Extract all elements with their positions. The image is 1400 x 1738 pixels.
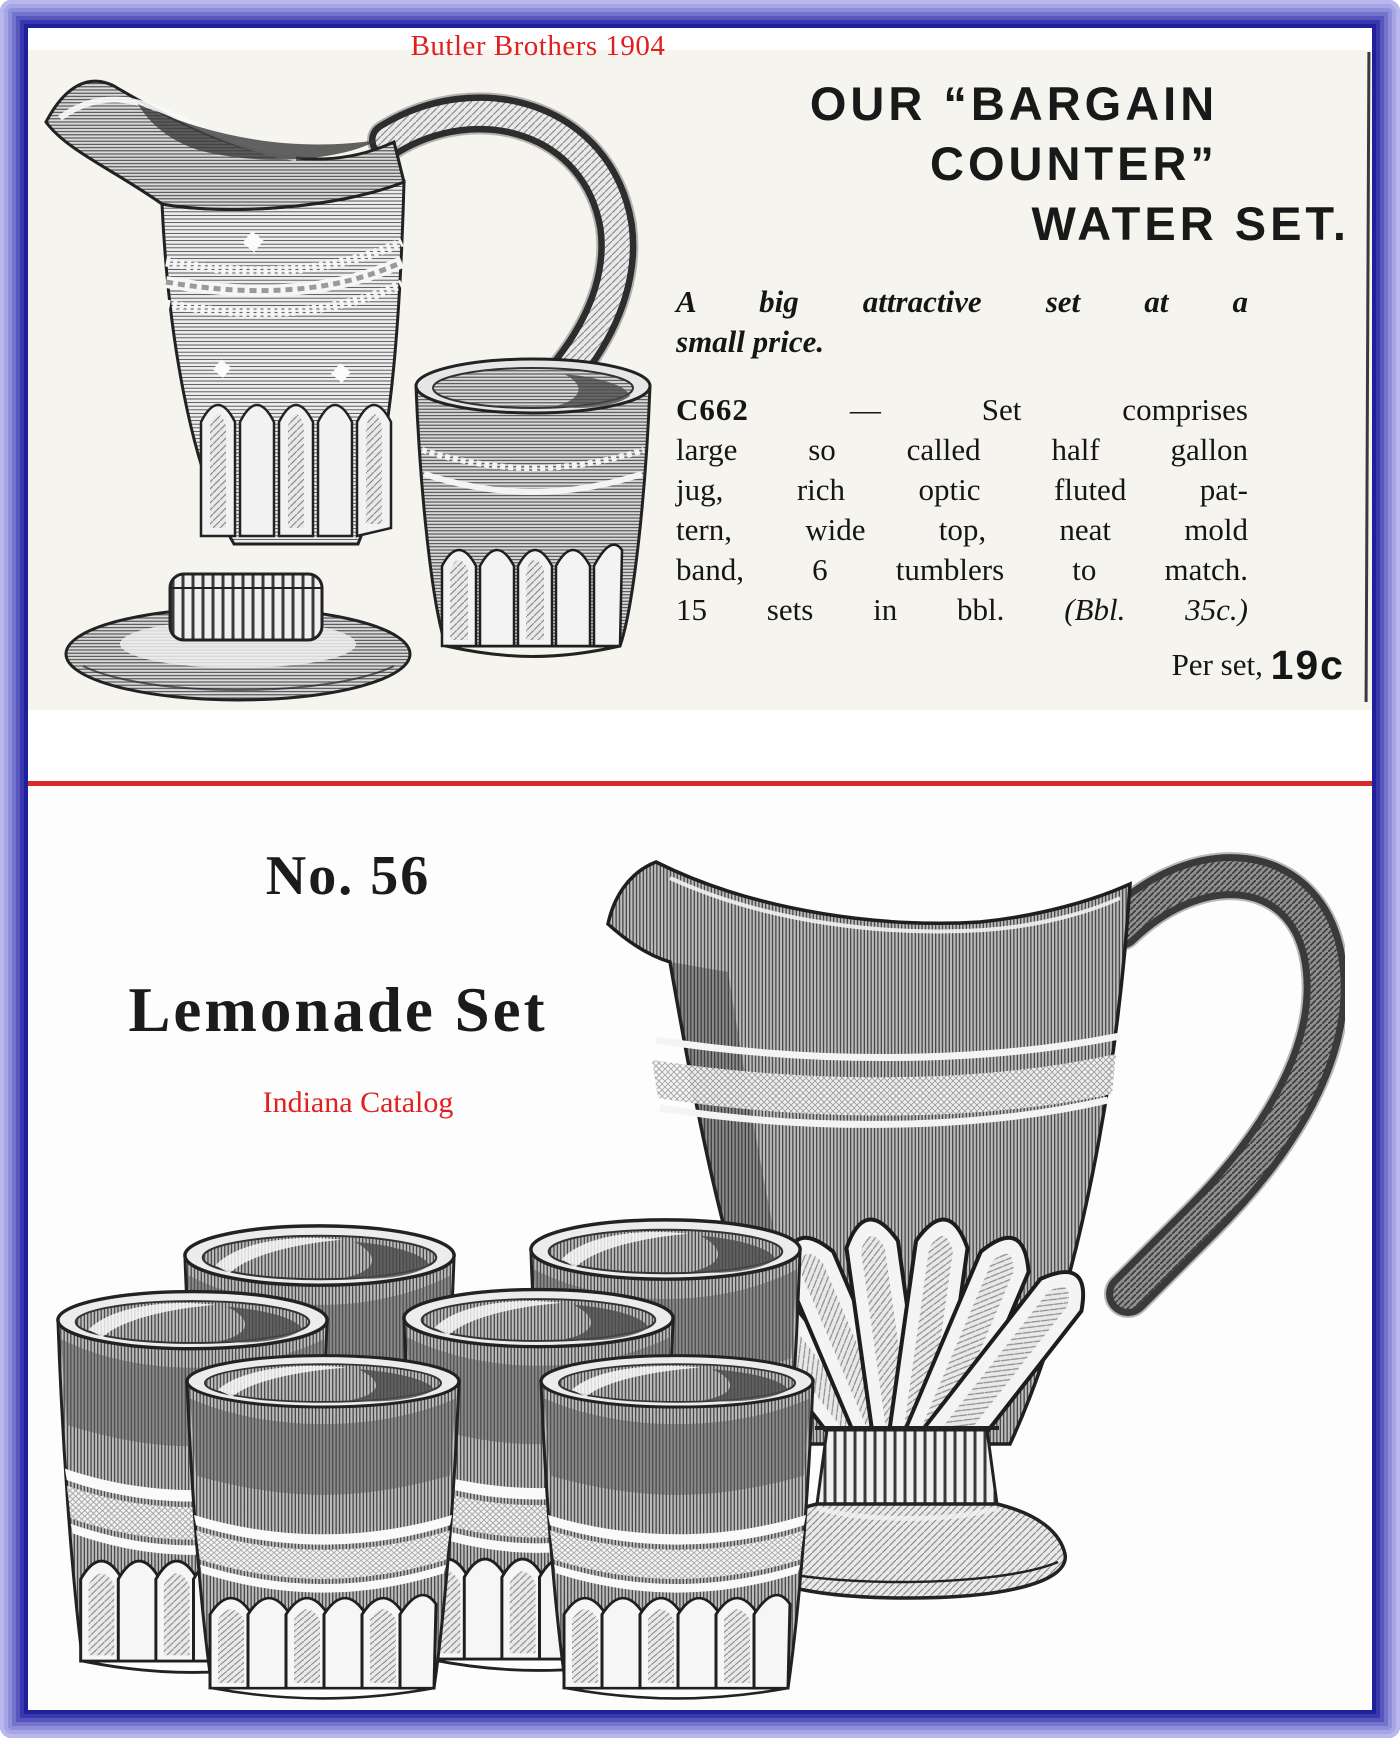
jug-flutes (201, 405, 391, 536)
tumbler-illustration-front-left (178, 1347, 468, 1707)
top-clipping-section (28, 28, 1372, 781)
item-number-heading: No. 56 (265, 845, 431, 907)
pitcher-stem (815, 1428, 999, 1504)
jug-spout-rim (46, 81, 404, 209)
body-line-1: C662 — Set comprises (676, 392, 1249, 427)
water-tumbler-illustration (408, 350, 658, 670)
price-line (676, 642, 1345, 689)
bottom-source-caption: Indiana Catalog (262, 1086, 454, 1119)
ad-tagline: A big attractive set at a small price. (676, 284, 1248, 359)
price-value: 19c (1270, 642, 1345, 688)
headline-line-1: OUR “BARGAIN (809, 77, 1219, 130)
body-line-2: large so called half gallon (676, 432, 1248, 467)
bottom-clipping-section (28, 786, 1372, 1710)
body-line-4: tern, wide top, neat mold (676, 512, 1248, 547)
headline-line-2: COUNTER” (930, 137, 1218, 190)
price-label: Per set, (1171, 647, 1263, 682)
top-ad-textblock (676, 74, 1352, 689)
headline-line-3: WATER SET. (1031, 197, 1350, 250)
red-divider-line (28, 781, 1372, 786)
body-line-3: jug, rich optic fluted pat- (676, 472, 1248, 507)
inner-content (28, 28, 1372, 1710)
tumbler-illustration-front-right (532, 1347, 822, 1707)
pitcher-handle (1120, 876, 1326, 1294)
body-line-6: 15 sets in bbl. (Bbl. 35c.) (676, 592, 1248, 627)
top-source-caption: Butler Brothers 1904 (410, 30, 666, 62)
ad-headline (676, 74, 1352, 254)
lemonade-set-title: Lemonade Set (128, 975, 548, 1045)
ad-body-text (676, 390, 1248, 630)
jug-knop (170, 574, 322, 640)
body-line-5: band, 6 tumblers to match. (676, 552, 1248, 587)
